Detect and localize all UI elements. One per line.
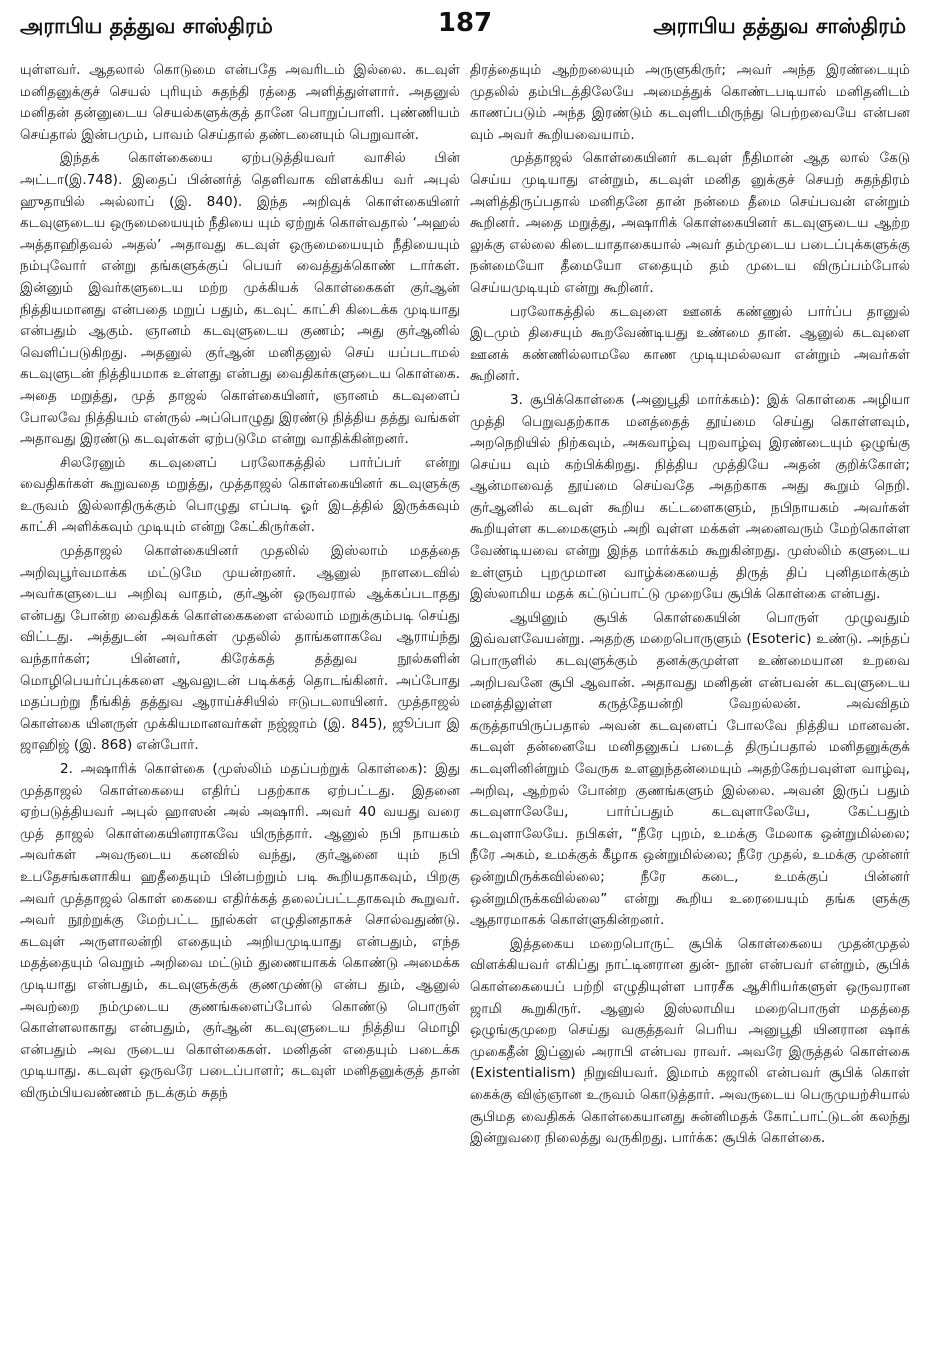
paragraph: பரலோகத்தில் கடவுளை ஊனக் கண்ணுல் பார்ப்ப தானுல் இடமும் திசையும் கூறவேண்டியது உண்மை தான். ஆனுல் கடவுளை ஊனக் கண்ணில்லாமலே காண முடியுமல்லவா என்றும் அவர்கள் கூறினர்.: [470, 303, 910, 385]
paragraph: யுள்ளவர். ஆதலால் கொடுமை என்பதே அவரிடம் இல்லை. கடவுள் மனிதனுக்குச் செயல் புரியும் சுதந்தி ரத்தை அளித்துள்ளார். அதனுல் மனிதன் தன்னுடைய செயல்களுக்குத் தானே பொறுப்பாளி. புண்ணியம் செய்தால் இன்பமும், பாவம் செய்தால் தண்டனையும் பெறுவான்.: [20, 62, 460, 143]
left-column: [20, 60, 460, 1356]
left-running-head: அராபிய தத்துவ சாஸ்திரம்: [20, 14, 273, 38]
paragraph: ஆயினும் சூபிக் கொள்கையின் பொருள் முழுவதும் இவ்வளவேயன்று. அதற்கு மறைபொருளும் (Esoteric) உண்டு. அந்தப் பொருளில் கடவுளுக்கும் தனக்குமுள்ள உண்மையான உறவை அறிபவனே சூபி ஆவான். அதாவது மனிதன் என்பவன் கடவுளுடைய மனத்திலுள்ள கருத்தேயன்றி வேறல்லன். அவ்விதம் கருத்தாயிருப்பதால் அவன் கடவுளைப் போலவே நித்திய மானவன். கடவுள் தன்னையே மனிதனுகப் படைத் திருப்பதால் மனிதனுக்குக் கடவுளினின்றும் வேருக உளனுந்தன்மையும் அதற்கேற்பவுள்ள வாழ்வு, அறிவு, ஆற்றல் போன்ற குணங்களும் இல்லை. அவன் இருப் பதும் கடவுளாலேயே, பார்ப்பதும் கடவுளாலேயே, கேட்பதும் கடவுளாலேயே. நபிகள், “நீரே புறம், உமக்கு மேலாக ஒன்றுமில்லை; நீரே அகம், உமக்குக் கீழாக ஒன்றுமில்லை; நீரே முதல், உமக்கு முன்னர் ஒன்றுமிருக்கவில்லை; நீரே கடை, உமக்குப் பின்னர் ஒன்றுமிருக்கவில்லை” என்று கூறிய உரையையும் தங்க ளுக்கு ஆதாரமாகக் கொள்ளுகின்றனர்.: [470, 609, 910, 929]
page-header: [0, 0, 930, 46]
paragraph: திரத்தையும் ஆற்றலையும் அருளுகிருர்; அவர் அந்த இரண்டையும் முதலில் தம்பிடத்திலேயே அமைத்துக் கொண்டபடியால் மனிதனிடம் காணப்படும் அந்த இரண்டும் கடவுளிடமிருந்து பெற்றவையே என்பன வும் அவர் கூறியவையாம்.: [470, 62, 910, 143]
section-paragraph: 3. சூபிக்கொள்கை (அனுபூதி மார்க்கம்): இக் கொள்கை அழியா முத்தி பெறுவதற்காக மனத்தைத் தூய்மை செய்து கொள்ளவும், அறநெறியில் நிற்கவும், அகவாழ்வு புறவாழ்வு இரண்டையும் ஒழுங்கு செய்ய வும் கற்பிக்கிறது. நித்திய முத்தியே அதன் குறிக்கோள்; ஆன்மாவைத் தூய்மை செய்வதே அதற்காக அது கூறும் நெறி. குர்ஆனில் கடவுள் கூறிய கட்டளைகளும், நபிநாயகம் அவர்கள் கூறியுள்ள கடமைகளும் அறி வுள்ள மக்கள் அனைவரும் மேற்கொள்ள வேண்டியவை என்று இந்த மார்க்கம் கூறுகின்றது. முஸ்லிம் களுடைய உள்ளும் புறமுமான வாழ்க்கையைத் திருத் திப் புனிதமாக்கும் இஸ்லாமிய மதக் கட்டுப்பாட்டு முறையே சூபிக் கொள்கை என்பது.: [470, 391, 910, 603]
paragraph: முத்தாஜல் கொள்கையினர் முதலில் இஸ்லாம் மதத்தை அறிவுபூர்வமாக்க மட்டுமே முயன்றனர். ஆனுல் நாளடைவில் அவர்களுடைய அறிவு வாதம், குர்ஆன் ஒருவரால் ஆக்கப்படாதது என்பது போன்ற வைதிகக் கொள்கைகளை எல்லாம் மறுக்கும்படி செய்து விட்டது. அத்துடன் அவர்கள் முதலில் தாங்களாகவே ஆராய்ந்து வந்தார்கள்; பின்னர், கிரேக்கத் தத்துவ நூல்களின் மொழிபெயர்ப்புக்களை ஆவலுடன் படிக்கத் தொடங்கினர். அப்போது மதப்பற்று நீங்கித் தத்துவ ஆராய்ச்சியில் ஈடுபடலாயினர். முத்தாஜல் கொள்கை யினருள் முக்கியமானவர்கள் நஜ்ஜாம் (இ. 845), ஜூப்பா இ ஜாஹிஜ் (இ. 868) என்போர்.: [20, 543, 460, 754]
paragraph: முத்தாஜல் கொள்கையினர் கடவுள் நீதிமான் ஆத லால் கேடு செய்ய முடியாது என்றும், கடவுள் மனித னுக்குச் செயற் சுதந்திரம் அளித்திருப்பதால் மனிதனே தான் நன்மை தீமை செய்பவன் என்றும் கூறினர். அதை மறுத்து, அஷாரிக் கொள்கையினர் கடவுளுடைய ஆற்ற லுக்கு எல்லை கிடையாதாகையால் அவர் தம்முடைய படைப்புக்களுக்கு நன்மையோ தீமையோ எதையும் தம் முடைய விருப்பம்போல் செய்யமுடியும் என்று கூறினர்.: [470, 150, 910, 296]
page-number: 187: [437, 8, 493, 38]
right-running-head: அராபிய தத்துவ சாஸ்திரம்: [653, 14, 906, 38]
section-paragraph: 2. அஷாரிக் கொள்கை (முஸ்லிம் மதப்பற்றுக் கொள்கை): இது முத்தாஜல் கொள்கையை எதிர்ப் பதற்காக ஏற்பட்டது. இதனை ஏற்படுத்தியவர் அபுல் ஹாஸன் அல் அஷாரி. அவர் 40 வயது வரை முத் தாஜல் கொள்கையினராகவே யிருந்தார். ஆனுல் நபி நாயகம் அவர்கள் அவருடைய கனவில் வந்து, குர்ஆனை யும் நபி உபதேசங்களாகிய ஹதீதையும் பின்பற்றும் படி கூறியதாகவும், பிறகு அவர் முத்தாஜல் கொள் கையை எதிர்க்கத் தலைப்பட்டதாகவும் கூறுவர். அவர் நூற்றுக்கு மேற்பட்ட நூல்கள் எழுதினதாகச் சொல்வதுண்டு. கடவுள் அருளாலன்றி எதையும் அறியமுடியாது என்பதும், எந்த மதத்தையும் வெறும் அறிவை மட்டும் துணையாகக் கொண்டு அமைக்க முடியாது என்பதும், கடவுளுக்குக் குணமுண்டு என்ப தும், ஆனுல் அவற்றை நம்முடைய குணங்களைப்போல் கொண்டு பொருள் கொள்ளலாகாது என்பதும், குர்ஆன் கடவுளுடைய நித்திய மொழி என்பதும் அவ ருடைய கொள்கைகள். மனிதன் எதையும் படைக்க முடியாது. கடவுள் ஒருவரே படைப்பாளர்; கடவுள் மனிதனுக்குத் தான் விரும்பியவண்ணம் நடக்கும் சுதந்: [20, 761, 460, 1101]
paragraph: சிலரேனும் கடவுளைப் பரலோகத்தில் பார்ப்பர் என்று வைதிகர்கள் கூறுவதை மறுத்து, முத்தாஜல் கொள்கையினர் கடவுளுக்கு உருவம் இல்லாதிருக்கும் பொழுது எப்படி ஓர் இடத்தில் இருக்கவும் காட்சி அளிக்கவும் முடியும் என்று கேட்கிருர்கள்.: [20, 454, 460, 536]
paragraph: இத்தகைய மறைபொருட் சூபிக் கொள்கையை முதன்முதல் விளக்கியவர் எகிப்து நாட்டினரான துன்- நூன் என்பவர் என்றும், சூபிக் கொள்கையைப் பற்றி எழுதியுள்ள பாரசீக ஆசிரியர்களுள் ஒருவரான ஜாமி கூறுகிருர். ஆனுல் இஸ்லாமிய மறைபொருள் மதத்தை ஒழுங்குமுறை செய்து வகுத்தவர் பெரிய அனுபூதி யினரான ஷாக் முகைதீன் இப்னுல் அராபி என்பவ ராவர். அவரே இருத்தல் கொள்கை (Existentialism) நிறுவியவர். இமாம் கஜாலி என்பவர் சூபிக் கொள் கைக்கு விஞ்ஞான உருவம் கொடுத்தார். அவருடைய பெருமுயற்சியால் சூபிமத வைதிகக் கொள்கையானது சுன்னிமதக் கோட்பாட்டுடன் கலந்து இன்றுவரை நிலைத்து வருகிறது. பார்க்க: சூபிக் கொள்கை.: [470, 935, 910, 1147]
right-column: [470, 60, 910, 1356]
paragraph: இந்தக் கொள்கையை ஏற்படுத்தியவர் வாசில் பின் அட்டா(இ.748). இதைப் பின்னர்த் தெளிவாக விளக்கிய வர் அபுல் ஹுதாயில் அல்லாப் (இ. 840). இந்த அறிவுக் கொள்கையினர் கடவுளுடைய ஒருமையையும் நீதியை யும் ஏற்றுக் கொள்வதால் ‘அஹல் அத்தாஹிதவல் அதல்’ அதாவது கடவுள் ஒருமையையும் நீதியையும் நம்புவோர் என்று தங்களுக்குப் பெயர் வைத்துக்கொண் டார்கள். இன்னும் இவர்களுடைய மற்ற முக்கியக் கொள்கைகள் குர்ஆன் நித்தியமானது என்பதை மறுப் பதும், கடவுட் காட்சி கிடைக்க முடியாது என்பதும் ஆகும். ஞானம் கடவுளுடைய குணம்; அது குர்ஆனில் வெளிப்படுகிறது. அதனுல் குர்ஆன் மனிதனுல் செய் யப்படாமல் கடவுளுடன் நித்தியமாக உள்ளது என்பது வைதிகர்களுடைய கொள்கை. அதை மறுத்து, முத் தாஜல் கொள்கையினர், ஞானம் கடவுளைப் போலவே நித்தியம் என்ருல் அப்பொழுது இரண்டு நித்திய தத்து வங்கள் அதாவது இரண்டு கடவுள்கள் ஏற்படுமே என்று வாதிக்கின்றனர்.: [20, 150, 460, 448]
